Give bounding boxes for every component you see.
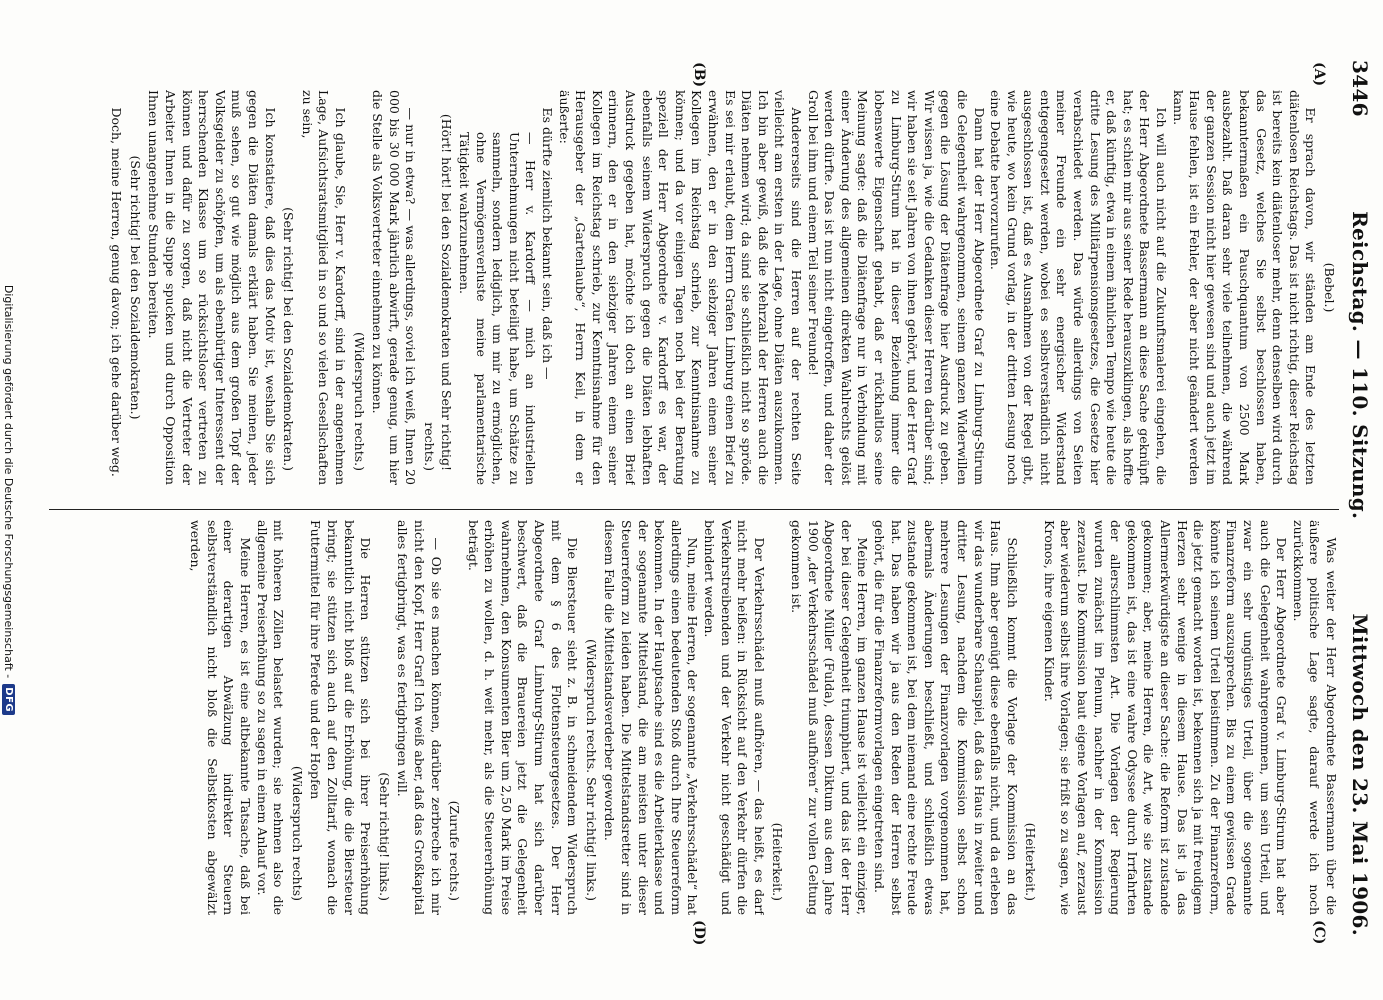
stage-direction: (Heiterkeit.)	[770, 822, 786, 901]
session-title: Reichstag. — 110. Sitzung.	[1348, 211, 1372, 520]
speaker-name: (Bebel.)	[1322, 262, 1337, 313]
paragraph: Andererseits sind die Herren auf der rechten Seite vielleicht am ersten in der Lage, ohne Diäten auszukommen. Ich bin aber gewiß, daß die Mehrzahl der Herren auch die Diäten nehmen wird; da sind sie schließlich nicht so spröde. Es sei mir erlaubt, dem Herrn Grafen Limburg einen Brief zu erwähnen, den er in den siebziger Jahren einem seiner Kollegen im Reichstag schrieb, zur Kenntnisnahme zu können; und da vor einigen Tagen noch bei der Beratung speziell der Herr Abgeordnete v. Kardorff es war, der ebenfalls seinem Widerspruch gegen die Diäten lebhaften Ausdruck gegeben hat, möchte ich doch an einen Brief erinnern, den er in den siebziger Jahren einem seiner Kollegen im Reichstag schrieb, zur Kenntnisnahme für den Herausgeber der „Gartenlaube“, Herrn Keil, in dem er äußerte:	[556, 90, 804, 485]
margin-marker-a: (A)	[1311, 62, 1327, 87]
paragraph: Ich konstatiere, daß dies das Motiv ist, weshalb Sie sich gegen die Diäten damals erklärt haben. Sie meinen, jeder muß sehen, so gut wie möglich aus dem großen Topf der Volksgelder zu schöpfen, um als ebenbürtiger Interessent der herrschenden Klasse um so rücksichtsloser vertreten zu können und dafür zu sorgen, daß nicht die Vertreter der Arbeiter Ihnen in die Suppe spucken und durch Opposition Ihnen unangenehme Stunden bereiten.	[146, 90, 278, 485]
stage-direction: (Widerspruch rechts. Sehr richtig! links.)	[583, 638, 599, 901]
paragraph: Schließlich kommt die Vorlage der Kommission an das Haus. Ihm aber genügt diese ebenfalls nicht, und da erleben wir das wunderbare Schauspiel, daß das Haus in zweiter und dritter Lesung, nachdem die Kommission selbst schon mehrere Lesungen der Finanzvorlagen vorgenommen hat, abermals Änderungen beschließt, und schließlich etwas zustande gekommen ist, bei dem niemand eine rechte Freude hat. Das haben wir ja aus den Reden der Herren selbst gehört, die für die Finanzreformvorlagen eingetreten sind.	[871, 520, 1020, 915]
quote-block: — Herr v. Kardorff — mich an industriellen Unternehmungen nicht beteiligt habe, um Schätze zu sammeln, sondern lediglich, um mir zu ermöglichen, ohne Vermögensverluste meine parlamentarische Tätigkeit wahrzunehmen.	[457, 132, 539, 485]
stage-direction: (Sehr richtig! bei den Sozialdemokraten.)	[281, 207, 297, 471]
left-column	[59, 90, 1339, 485]
page-number: 3446	[1348, 60, 1372, 117]
paragraph: mit höheren Zöllen belastet wurden; sie nehmen also die allgemeine Preiserhöhung so zu sagen in einem Anlauf vor.	[254, 520, 287, 915]
column-divider	[49, 509, 1339, 510]
digitization-footer	[0, 0, 18, 1000]
paragraph: Nun, meine Herren, der sogenannte „Verkehrsschädel“ hat allerdings einen bedeutenden Stoß durch Ihre Steuerreform bekommen. In der Hauptsache sind es die Arbeiterklasse und der sogenannte Mittelstand, die am meisten unter dieser Steuerreform zu leiden haben. Die Mittelstandsretter sind in diesem Falle die Mittelstandsverderber geworden.	[602, 520, 701, 915]
quote-intro: Es dürfte ziemlich bekannt sein, daß ich —	[540, 107, 556, 380]
paragraph: — nur in etwa? — was allerdings, soviel ich weiß, Ihnen 20 000 bis 30 000 Mark jährlich abwirft, gerade genug, um hier die Stelle als Volksvertreter einnehmen zu können.	[370, 90, 419, 485]
stage-direction: (Heiterkeit.)	[1023, 822, 1039, 901]
stage-direction: (Widerspruch rechts)	[289, 765, 305, 901]
paragraph: Ich glaube, Sie, Herr v. Kardorff, sind in der angenehmen Lage, Aufsichtsratsmitglied in so und so vielen Gesellschaften zu sein,	[299, 90, 348, 485]
paragraph: Der Verkehrsschädel muß aufhören, — das heißt, es darf nicht mehr heißen: in Rücksicht auf den Verkehr dürfen die Verkehrstreibenden und der Verkehr nicht geschädigt und behindert werden.	[702, 520, 767, 915]
paragraph: — Ob sie es machen können, darüber zerbreche ich mir nicht den Kopf, Herr Graf! Ich weiß aber, daß das Großkapital alles fertigbringt, was es fertigbringen will.	[395, 520, 444, 915]
paragraph: Er sprach davon, wir ständen am Ende des letzten diätenlosen Reichstags. Das ist nicht richtig, dieser Reichstag ist bereits kein diätenloser mehr, denn denselben wird durch das Gesetz, welches Sie selbst beschlossen haben, bekanntermaßen ein Pauschquantum von 2500 Mark ausbezahlt. Daß daran sehr viele teilnehmen, die während der ganzen Session nicht hier gewesen sind und auch jetzt im Hause fehlen, ist ein Fehler, der aber nicht geändert werden kann.	[1170, 90, 1319, 485]
stage-direction: (Sehr richtig! bei den Sozialdemokraten.)	[127, 155, 143, 420]
paragraph: Meine Herren, es ist eine altbekannte Tatsache, daß bei einer derartigen Abwälzung indirekter Steuern selbstverständlich nicht bloß die Selbstkosten abgewälzt werden,	[188, 520, 253, 915]
paragraph: Ich will auch nicht auf die Zukunftsmalerei eingehen, die der Herr Abgeordnete Bassermann an diese Sache geknüpft hat; es schien mir aus seiner Rede herauszuklingen, als hoffte er, daß künftig, etwa in einem ähnlichen Tempo wie heute die dritte Lesung des Militärpensionsgesetzes, die Gesetze hier verabschiedet werden. Das würde allerdings von Seiten meiner Freunde ein sehr energischer Widerstand entgegengesetzt werden, wobei es selbstverständlich nicht ausgeschlossen ist, daß es Ausnahmen von der Regel gibt, wie heute, wo kein Grund vorlag, in der dritten Lesung noch eine Debatte hervorzurufen.	[988, 90, 1170, 485]
stage-direction: (Zurufe rechts.)	[447, 800, 463, 901]
paragraph: Die Herren stützen sich bei ihrer Preiserhöhung bekanntlich nicht bloß auf die Erhöhung, die die Biersteuer bringt; sie stützen sich auch auf den Zolltarif, wonach die Futtermittel für ihre Pferde und der Hopfen	[308, 520, 374, 915]
stage-direction: (Widerspruch rechts.)	[351, 331, 367, 471]
stage-direction: (Hört! hört! bei den Sozialdemokraten und Sehr richtig! rechts.)	[421, 113, 454, 471]
paragraph: Dann hat der Herr Abgeordnete Graf zu Limburg-Stirum die Gelegenheit wahrgenommen, seinem ganzen Widerwillen gegen die Lösung der Diätenfrage hier Ausdruck zu geben. Wir wissen ja, wie die Gedanken dieser Herren darüber sind; wir haben sie seit Jahren von ihnen gehört, und der Herr Graf zu Limburg-Stirum hat in dieser Beziehung immer die lobenswerte Eigenschaft gehabt, daß er rückhaltlos seine Meinung sagte: daß die Diätenfrage nur in Verbindung mit einer Änderung des allgemeinen direkten Wahlrechts gelöst werden dürfte. Das ist nun nicht eingetroffen, und daher der Groll bei ihm und einem Teil seiner Freunde!	[805, 90, 987, 485]
stage-direction: (Sehr richtig! links.)	[376, 772, 392, 901]
paragraph: Die Biersteuer sieht z. B. in schneidendem Widerspruch mit dem § 6 des Flottensteuergesetzes. Der Herr Abgeordnete Graf Limburg-Stirum hat sich darüber beschwert, daß die Brauereien jetzt die Gelegenheit wahrnehmen, den Konsumenten Bier um 2,50 Mark im Preise erhöhen zu wollen, d. h. weit mehr, als die Steuererhöhung beträgt.	[465, 520, 581, 915]
margin-marker-d: (D)	[691, 920, 707, 946]
margin-marker-c: (C)	[1311, 920, 1327, 945]
right-column	[59, 520, 1339, 915]
page-header	[1345, 60, 1375, 936]
paragraph: Der Herr Abgeordnete Graf v. Limburg-Stirum hat aber auch die Gelegenheit wahrgenommen, um sein Urteil, und zwar ein sehr ungünstiges Urteil, über die sogenannte Finanzreform auszusprechen. Bis zu einem gewissen Grade könnte ich seinem Urteil beistimmen. Zu der Finanzreform, die jetzt gemacht worden ist, bekennen sich ja mit freudigem Herzen sehr wenige in diesem Hause. Das ist ja das Allermerkwürdigste an dieser Sache: die Reform ist zustande gekommen; aber, meine Herren, die Art, wie sie zustande gekommen ist, das ist eine wahre Odyssee durch Irrfahrten der allerschlimmsten Art. Die Vorlagen der Regierung wurden zunächst im Plenum, nachher in der Kommission zerzaust. Die Kommission baut eigene Vorlagen auf, zerzaust aber wiederum selbst ihre Vorlagen; sie frißt so zu sagen, wie Kronos, ihre eigenen Kinder.	[1041, 520, 1290, 915]
margin-marker-b: (B)	[691, 62, 707, 88]
paragraph: Meine Herren, im ganzen Hause ist vielleicht ein einziger, der bei dieser Gelegenheit triumphiert, und das ist der Herr Abgeordnete Müller (Fulda), dessen Diktum aus dem Jahre 1900 „der Verkehrsschädel muß aufhören“ zur vollen Geltung gekommen ist.	[789, 520, 871, 915]
session-date: Mittwoch den 23. Mai 1906.	[1348, 613, 1372, 936]
paragraph: Was weiter der Herr Abgeordnete Bassermann über die äußere politische Lage sagte, darauf werde ich noch zurückkommen.	[1290, 520, 1339, 915]
paragraph: Doch, meine Herren, genug davon; ich gehe darüber weg.	[109, 107, 125, 477]
dfg-logo-icon: DFG	[3, 684, 16, 715]
footer-text: Digitalisierung gefördert durch die Deutsche Forschungsgemeinschaft -	[2, 284, 16, 679]
